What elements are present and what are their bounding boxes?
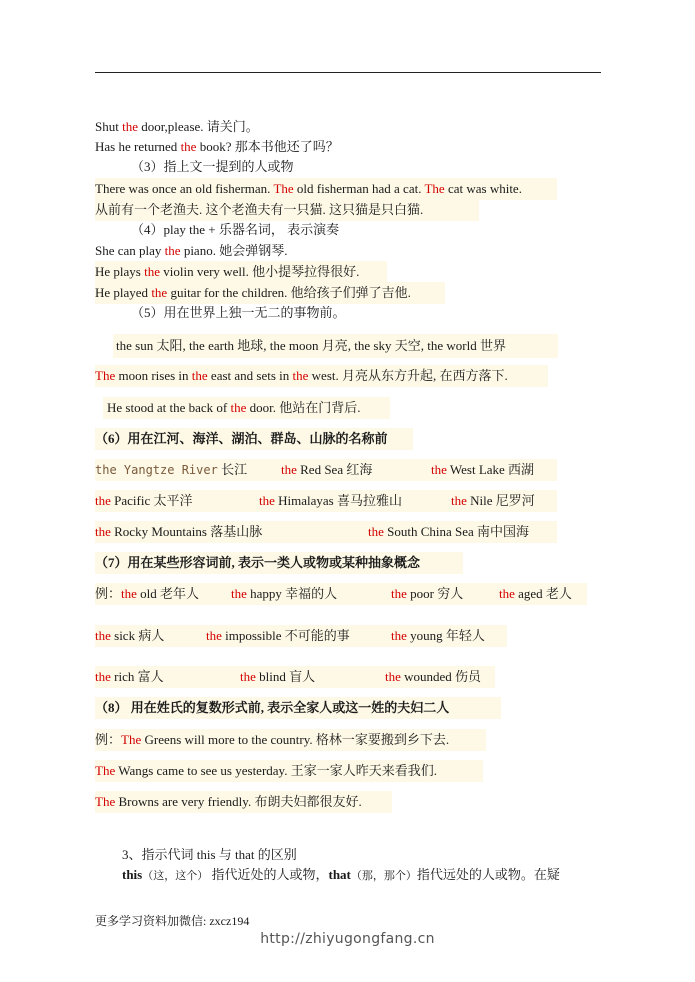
text-line: Has he returned the book? 那本书他还了吗？ bbox=[95, 139, 339, 154]
text-line: He played the guitar for the children. 他给孩子们弹了吉他. bbox=[95, 285, 411, 300]
text-line: She can play the piano. 她会弹钢琴. bbox=[95, 243, 288, 258]
text-line: He plays the violin very well. 他小提琴拉得很好. bbox=[95, 264, 360, 279]
article-the: the bbox=[122, 119, 138, 134]
text-line: The moon rises in the east and sets in the west. 月亮从东方升起, 在西方落下. bbox=[95, 368, 508, 383]
section-heading-8: （8） 用在姓氏的复数形式前, 表示全家人或这一姓的夫妇二人 bbox=[95, 700, 450, 715]
footer-note: 更多学习资料加微信: zxcz194 bbox=[95, 914, 250, 928]
text-line: He stood at the back of the door. 他站在门背后. bbox=[107, 400, 361, 415]
text-line: The Browns are very friendly. 布朗夫妇都很友好. bbox=[95, 794, 362, 809]
text-line: The Wangs came to see us yesterday. 王家一家人昨天来看我们. bbox=[95, 763, 437, 778]
text-line: 从前有一个老渔夫. 这个老渔夫有一只猫. 这只猫是只白猫. bbox=[95, 202, 424, 217]
text-line: this（这，这个） 指代近处的人或物，that（那，那个）指代远处的人或物。在疑 bbox=[122, 867, 560, 882]
header-rule bbox=[95, 72, 601, 73]
text-line: the sun 太阳, the earth 地球, the moon 月亮, the sky 天空, the world 世界 bbox=[116, 338, 506, 353]
text-line: There was once an old fisherman. The old fisherman had a cat. The cat was white. bbox=[95, 181, 522, 196]
site-url: http://zhiyugongfang.cn bbox=[260, 931, 435, 947]
section-heading-5: （5）用在世界上独一无二的事物前。 bbox=[131, 305, 346, 320]
text-line: 例：The Greens will more to the country. 格林一家要搬到乡下去. bbox=[95, 732, 450, 747]
section-heading-3: （3）指上文一提到的人或物 bbox=[131, 159, 294, 174]
section-heading-4: （4）play the + 乐器名词， 表示演奏 bbox=[131, 222, 340, 237]
document-page: Shut the door,please. 请关门。 Has he returned the book? 那本书他还了吗？ （3）指上文一提到的人或物 There was once an old fisherman. The old fisherman had a cat. The cat was white. 从前有一个老渔夫. 这个老渔夫有一只猫. 这只猫是只白猫. （4）play the + 乐器名词， 表示演奏 She can play the piano. 她会弹钢琴. He plays the violin very well. 他小提琴拉得很好. He played the guitar for the children. 他给孩子们弹了吉他. （5）用在世界上独一无二的事物前。 the sun 太阳, the earth 地球, the moon 月亮, the sky 天空, the world 世界 The moon rises in the east and sets in the west. 月亮从东方升起, 在西方落下. He stood at the back of the door. 他站在门背后. （6）用在江河、海洋、湖泊、群岛、山脉的名称前 the Yangtze River 长江 the Red Sea 红海 the West Lake 西湖 the Pacific 太平洋 the Himalayas 喜马拉雅山 the Nile 尼罗河 the Rocky Mountains 落基山脉 the South China Sea 南中国海 （7）用在某些形容词前, 表示一类人或物或某种抽象概念 例：the old 老年人 the happy 幸福的人 the poor 穷人 the aged 老人 the sick 病人 the impossible 不可能的事 the young 年轻人 the rich 富人 the blind 盲人 the wounded 伤员 （8） 用在姓氏的复数形式前, 表示全家人或这一姓的夫妇二人 例：The Greens will more to the country. 格林一家要搬到乡下去. The Wangs came to see us yesterday. 王家一家人昨天来看我们. The Browns are very friendly. 布朗夫妇都很友好. 3、指示代词 this 与 that 的区别 this（这，这个） 指代近处的人或物，that（那，那个）指代远处的人或物。在疑 更多学习资料加微信: zxcz194 http://zhiyugongfang.cn bbox=[0, 0, 695, 982]
section-heading-demonstratives: 3、指示代词 this 与 that 的区别 bbox=[122, 847, 297, 862]
section-heading-6: （6）用在江河、海洋、湖泊、群岛、山脉的名称前 bbox=[95, 431, 388, 446]
article-the: the bbox=[180, 139, 197, 154]
text-line: Shut the door,please. 请关门。 bbox=[95, 119, 259, 134]
section-heading-7: （7）用在某些形容词前, 表示一类人或物或某种抽象概念 bbox=[95, 555, 421, 570]
